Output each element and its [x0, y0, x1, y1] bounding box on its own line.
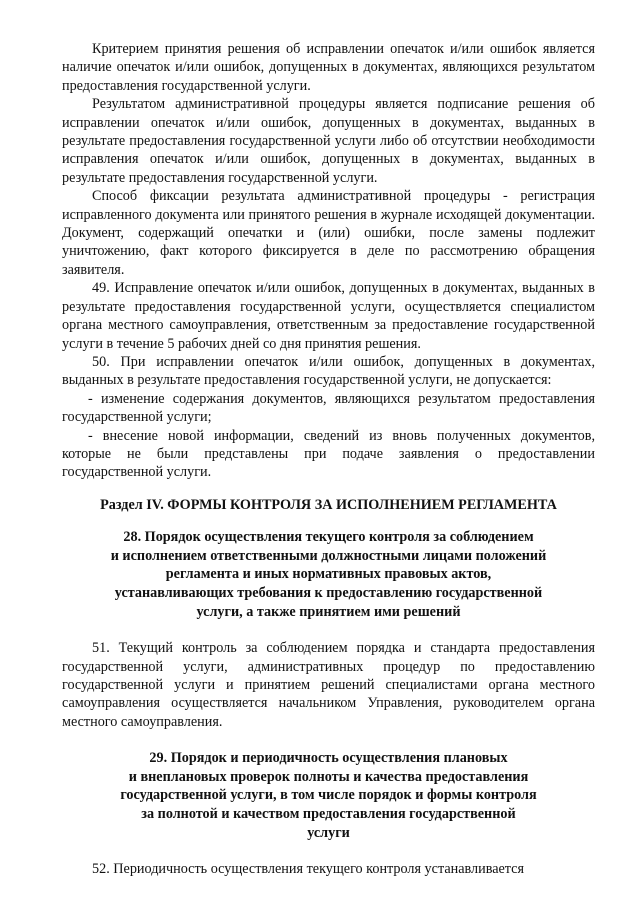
subsection-29-line: услуги — [307, 824, 350, 841]
subsection-29-line: 29. Порядок и периодичность осуществления плановых — [149, 750, 508, 767]
paragraph-fixation: Способ фиксации результата административной процедуры - регистрация исправленного документа или принятого решения в журнале исходящей документации. Документ, содержащий опечатки и (или) ошибки, после замены подлежит уничтожению, факт которого фиксируется в деле по рассмотрению обращения заявителя. — [62, 188, 595, 278]
subsection-29-line: за полнотой и качеством предоставления государственной — [141, 805, 516, 822]
document-page — [62, 40, 595, 879]
paragraph-result: Результатом административной процедуры является подписание решения об исправлении опечаток и/или ошибок, допущенных в документах, выданных в результате предоставления государственной услуги либо об отсутствии необходимости исправления опечаток и/или ошибок, допущенных в документах, выданных в результате предоставления государственной услуги. — [62, 96, 595, 186]
subsection-28-line: 28. Порядок осуществления текущего контроля за соблюдением — [123, 529, 534, 546]
list-item-new-information: - внесение новой информации, сведений из вновь полученных документов, которые не были представлены при подаче заявления о предоставлении государственной услуги. — [62, 427, 595, 481]
subsection-29-line: и внеплановых проверок полноты и качества предоставления — [128, 768, 529, 785]
paragraph-50: 50. При исправлении опечаток и/или ошибок, допущенных в документах, выданных в результате предоставления государственной услуги, не допускается: — [62, 353, 595, 389]
paragraph-49: 49. Исправление опечаток и/или ошибок, допущенных в документах, выданных в результате предоставления государственной услуги, осуществляется специалистом органа местного самоуправления, ответственным за предоставление государственной услуги в течение 5 рабочих дней со дня принятия решения. — [62, 280, 595, 352]
subsection-28-line: регламента и иных нормативных правовых актов, — [165, 566, 492, 583]
subsection-28-title — [62, 528, 595, 621]
subsection-28-line: устанавливающих требования к предоставлению государственной — [114, 584, 543, 601]
list-item-change-content: - изменение содержания документов, являющихся результатом предоставления государственной услуги; — [62, 390, 595, 426]
section-title: Раздел IV. ФОРМЫ КОНТРОЛЯ ЗА ИСПОЛНЕНИЕМ РЕГЛАМЕНТА — [100, 496, 557, 513]
subsection-28-line: услуги, а также принятием ими решений — [196, 603, 461, 620]
subsection-28-line: и исполнением ответственными должностными лицами положений — [110, 547, 547, 564]
subsection-29-title — [62, 749, 595, 842]
subsection-29-line: государственной услуги, в том числе порядок и формы контроля — [120, 787, 537, 804]
paragraph-52: 52. Периодичность осуществления текущего контроля устанавливается — [92, 861, 524, 878]
paragraph-criterion: Критерием принятия решения об исправлении опечаток и/или ошибок является наличие опечаток и/или ошибок, допущенных в документах, являющихся результатом предоставления государственной услуги. — [62, 41, 595, 94]
paragraph-51: 51. Текущий контроль за соблюдением порядка и стандарта предоставления государственной услуги, административных процедур по предоставлению государственной услуги и принятием решений специалистами органа местного самоуправления осуществляется начальником Управления, руководителем органа местного самоуправления. — [62, 640, 595, 730]
